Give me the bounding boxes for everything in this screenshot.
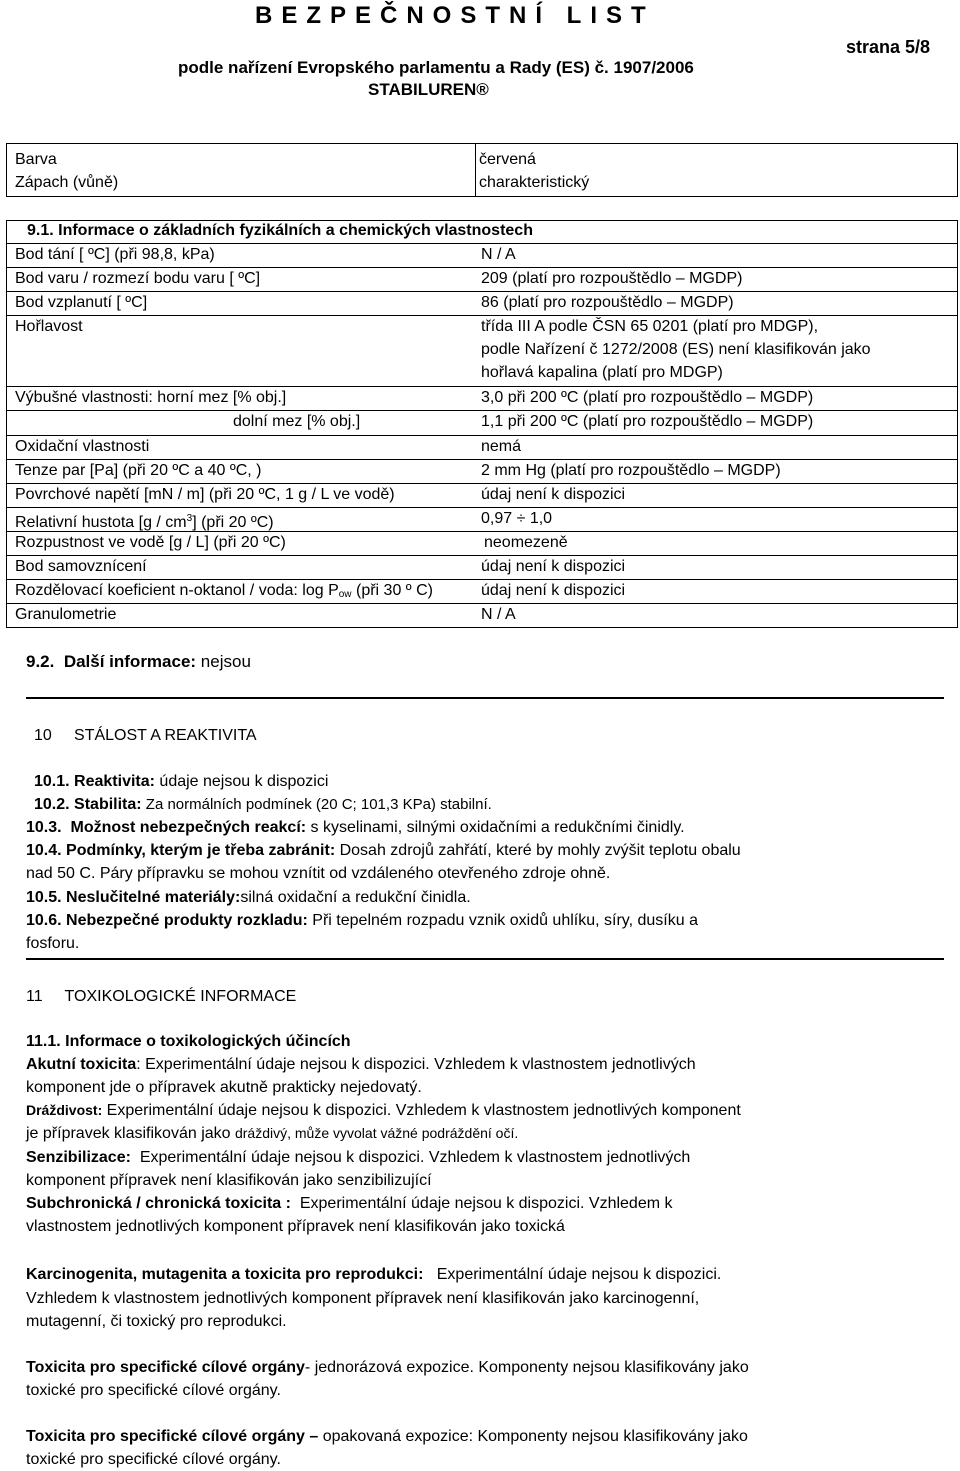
- acute-toxicity: Akutní toxicita: Experimentální údaje nejsou k dispozici. Vzhledem k vlastnostem jednotlivých: [26, 1056, 696, 1073]
- prop-value-vapour: 2 mm Hg (platí pro rozpouštědlo – MGDP): [481, 462, 781, 479]
- prop-label-density: Relativní hustota $[g / cm^3]$ (při 20 ºC): [15, 513, 274, 531]
- properties-table: [6, 220, 958, 628]
- section-10-heading: 10 STÁLOST A REAKTIVITA: [34, 727, 257, 744]
- divider: [26, 697, 944, 699]
- prop-label-surface-tension: Povrchové napětí [mN / m] (při 20 ºC, 1 g / L ve vodě): [15, 486, 395, 503]
- irritation: Dráždivost: Experimentální údaje nejsou k dispozici. Vzhledem k vlastnostem jednotlivých komponent: [26, 1102, 741, 1119]
- prop-value-partition: údaj není k dispozici: [481, 582, 626, 599]
- prop-label-explosive-upper: Výbušné vlastnosti: horní mez [% obj.]: [15, 389, 287, 406]
- prop-value-oxidizing: nemá: [481, 438, 522, 455]
- stot-single: Toxicita pro specifické cílové orgány- jednorázová expozice. Komponenty nejsou klasifikovány jako: [26, 1359, 749, 1376]
- color-label: Barva: [15, 151, 57, 168]
- divider: [26, 958, 944, 960]
- stot-single-cont: toxické pro specifické cílové orgány.: [26, 1382, 281, 1399]
- section-10-4: 10.4. Podmínky, kterým je třeba zabránit: Dosah zdrojů zahřátí, které by mohly zvýšit teplotu obalu: [26, 842, 741, 859]
- prop-label-granulometry: Granulometrie: [15, 606, 117, 623]
- prop-value-surface-tension: údaj není k dispozici: [481, 486, 626, 503]
- sensitization-cont: komponent přípravek není klasifikován jako senzibilizující: [26, 1172, 432, 1189]
- section-11-1-heading: 11.1. Informace o toxikologických účincích: [26, 1033, 351, 1050]
- prop-value-flammability-2: podle Nařízení č 1272/2008 (ES) není klasifikován jako: [481, 341, 871, 358]
- carcinogenicity: Karcinogenita, mutagenita a toxicita pro reprodukci: Experimentální údaje nejsou k dispozici.: [26, 1266, 722, 1283]
- carcinogenicity-cont-2: mutagenní, či toxický pro reprodukci.: [26, 1313, 287, 1330]
- section-10-6-cont: fosforu.: [26, 935, 80, 952]
- irritation-cont: je přípravek klasifikován jako dráždivý, může vyvolat vážné podráždění očí.: [26, 1125, 519, 1142]
- section-11-heading: 11 TOXIKOLOGICKÉ INFORMACE: [26, 988, 297, 1005]
- prop-label-explosive-lower: dolní mez [% obj.]: [233, 413, 361, 430]
- prop-value-flammability-1: třída III A podle ČSN 65 0201 (platí pro MDGP),: [481, 318, 819, 335]
- prop-value-boiling: 209 (platí pro rozpouštědlo – MGDP): [481, 270, 743, 287]
- prop-value-density: 0,97 ÷ 1,0: [481, 510, 553, 527]
- prop-label-flammability: Hořlavost: [15, 318, 83, 335]
- section-10-2: 10.2. Stabilita: Za normálních podmínek (20 C; 101,3 KPa) stabilní.: [34, 796, 492, 813]
- prop-label-oxidizing: Oxidační vlastnosti: [15, 438, 150, 455]
- prop-value-explosive-lower: 1,1 při 200 ºC (platí pro rozpouštědlo – MGDP): [481, 413, 814, 430]
- odor-label: Zápach (vůně): [15, 174, 119, 191]
- prop-value-flammability-3: hořlavá kapalina (platí pro MDGP): [481, 364, 723, 381]
- product-name: STABILUREN®: [368, 80, 489, 99]
- section-10-6: 10.6. Nebezpečné produkty rozkladu: Při tepelném rozpadu vznik oxidů uhlíku, síry, dusíku a: [26, 912, 698, 929]
- prop-label-boiling: Bod varu / rozmezí bodu varu [ ºC]: [15, 270, 261, 287]
- prop-label-partition: Rozdělovací koeficient n-oktanol / voda: $\log P_{ow}$ (při 30 º C): [15, 582, 433, 600]
- prop-label-vapour: Tenze par [Pa] (při 20 ºC a 40 ºC, ): [15, 462, 262, 479]
- appearance-table: [6, 143, 958, 197]
- carcinogenicity-cont-1: Vzhledem k vlastnostem jednotlivých komponent přípravek není klasifikován jako karcinogenní,: [26, 1290, 700, 1307]
- prop-value-granulometry: N / A: [481, 606, 516, 623]
- stot-repeated-cont: toxické pro specifické cílové orgány.: [26, 1451, 281, 1468]
- sensitization: Senzibilizace: Experimentální údaje nejsou k dispozici. Vzhledem k vlastnostem jednotlivých: [26, 1149, 691, 1166]
- section-10-1: 10.1. Reaktivita: údaje nejsou k dispozici: [34, 773, 329, 790]
- chronic-toxicity-cont: vlastnostem jednotlivých komponent přípravek není klasifikován jako toxická: [26, 1218, 565, 1235]
- acute-toxicity-cont: komponent jde o přípravek akutně prakticky nejedovatý.: [26, 1079, 422, 1096]
- stot-repeated: Toxicita pro specifické cílové orgány – opakovaná expozice: Komponenty nejsou klasifikovány jako: [26, 1428, 748, 1445]
- prop-value-flash: 86 (platí pro rozpouštědlo – MGDP): [481, 294, 734, 311]
- page-number: strana 5/8: [846, 37, 931, 57]
- section-10-5: 10.5. Neslučitelné materiály:silná oxidační a redukční činidla.: [26, 889, 471, 906]
- regulation-subtitle: podle nařízení Evropského parlamentu a Rady (ES) č. 1907/2006: [178, 58, 694, 77]
- prop-label-melting: Bod tání [ ºC] (při 98,8, kPa): [15, 246, 215, 263]
- prop-value-melting: N / A: [481, 246, 516, 263]
- prop-value-explosive-upper: 3,0 při 200 ºC (platí pro rozpouštědlo – MGDP): [481, 389, 814, 406]
- section-9-2: 9.2. Další informace: nejsou: [26, 652, 251, 671]
- section-10-4-cont: nad 50 C. Páry přípravku se mohou vznítit od vzdáleného otevřeného zdroje ohně.: [26, 865, 611, 882]
- prop-label-flash: Bod vzplanutí [ ºC]: [15, 294, 148, 311]
- document-title: BEZPEČNOSTNÍ LIST: [255, 2, 655, 29]
- color-value: červená: [479, 151, 536, 168]
- prop-value-solubility: neomezeně: [484, 534, 568, 551]
- section-10-3: 10.3. Možnost nebezpečných reakcí: s kyselinami, silnými oxidačními a redukčními činidly.: [26, 819, 685, 836]
- prop-label-autoignition: Bod samovznícení: [15, 558, 147, 575]
- prop-label-solubility: Rozpustnost ve vodě [g / L] (při 20 ºC): [15, 534, 286, 551]
- odor-value: charakteristický: [479, 174, 590, 191]
- section-9-1-heading: 9.1. Informace o základních fyzikálních a chemických vlastnostech: [27, 222, 533, 239]
- prop-value-autoignition: údaj není k dispozici: [481, 558, 626, 575]
- chronic-toxicity: Subchronická / chronická toxicita : Experimentální údaje nejsou k dispozici. Vzhledem k: [26, 1195, 673, 1212]
